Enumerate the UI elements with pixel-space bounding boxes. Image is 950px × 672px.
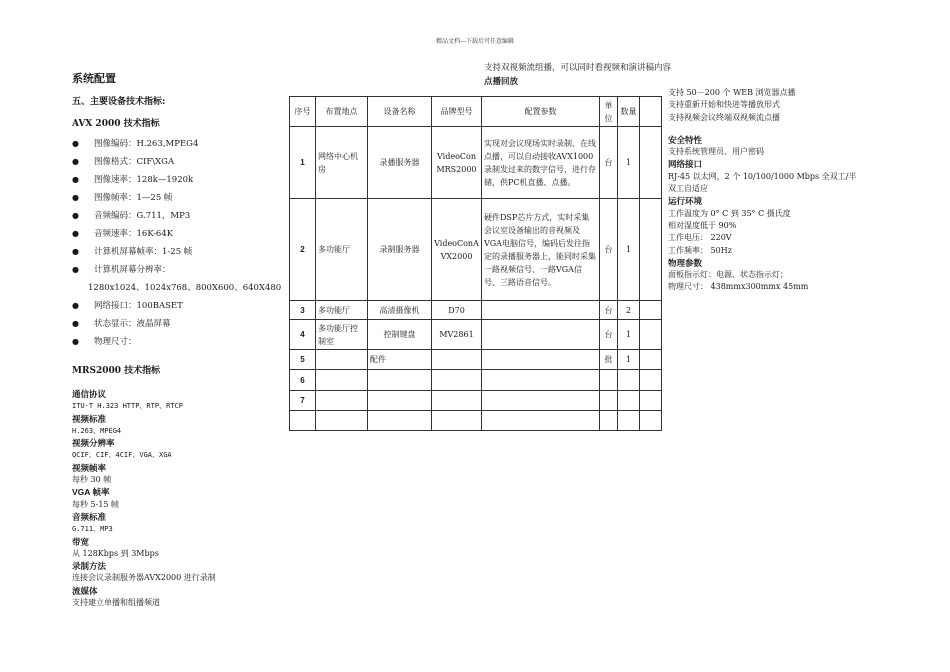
feature-line: 支持 50－200 个 WEB 浏览器点播 <box>668 88 796 97</box>
mrs-spec-value: H.263、MPEG4 <box>72 426 122 435</box>
cell <box>482 301 600 320</box>
playback-heading: 点播回放 <box>484 76 519 86</box>
physical-line: 物理尺寸： 438mmx300mmx 45mm <box>668 282 809 292</box>
col-header-qty: 数量 <box>618 97 640 127</box>
middle-intro <box>484 62 671 88</box>
avx-spec-list <box>72 135 287 351</box>
cell <box>640 301 662 320</box>
spec-item: ● 状态显示：液晶屏幕 <box>72 315 287 333</box>
cell: 2 <box>290 199 316 301</box>
cell: 批 <box>600 350 618 370</box>
col-header-location: 布置地点 <box>316 97 368 127</box>
cell <box>482 370 600 391</box>
spec-item: ● 图像帧率：1—25 帧 <box>72 189 287 207</box>
right-column <box>668 87 888 294</box>
cell: 7 <box>290 391 316 411</box>
feature-line: 支持视频会议终端双视频流点播 <box>668 112 780 122</box>
col-header-index: 序号 <box>290 97 316 127</box>
network-heading: 网络接口 <box>668 159 703 170</box>
cell: 1 <box>618 350 640 370</box>
cell <box>600 411 618 431</box>
cell: 录播服务器 <box>368 127 432 199</box>
cell: 实现对会议现场实时录制、在线点播，可以自动接收AVX1000 录制发过来的数字信号，进行存储，供PC机直播、点播。 <box>482 127 600 199</box>
mrs-spec-heading: VGA 帧率 <box>72 487 110 498</box>
cell <box>482 350 600 370</box>
cell <box>482 320 600 350</box>
cell <box>316 391 368 411</box>
spec-item-continuation: 1280x1024、1024x768、800X600、640X480 <box>88 283 282 293</box>
cell <box>640 411 662 431</box>
col-header-extra <box>640 97 662 127</box>
cell: MV2861 <box>432 320 482 350</box>
col-header-device: 设备名称 <box>368 97 432 127</box>
system-config-title: 系统配置 <box>72 73 116 85</box>
cell: 多功能厅 <box>316 199 368 301</box>
cell: VideoConMRS2000 <box>432 127 482 199</box>
col-header-params: 配置参数 <box>482 97 600 127</box>
cell: 多功能厅控制室 <box>316 320 368 350</box>
spec-item: ● 物理尺寸： <box>72 333 287 351</box>
cell: 1 <box>618 127 640 199</box>
mrs-spec-value: QCIF、CIF、4CIF、VGA、XGA <box>72 451 172 460</box>
cell <box>600 391 618 411</box>
cell: 硬件DSP芯片方式，实时采集会议室设备输出的音视频及VGA电脑信号，编码后发往指定的录播服务器上，能同时采集一路视频信号、一路VGA信号、三路语音信号。 <box>482 199 600 301</box>
cell <box>640 391 662 411</box>
left-column <box>72 70 287 351</box>
cell <box>600 370 618 391</box>
equipment-config-table <box>289 96 662 431</box>
cell <box>432 370 482 391</box>
cell: 1 <box>618 199 640 301</box>
cell: 6 <box>290 370 316 391</box>
table-row <box>290 411 662 431</box>
cell: 2 <box>618 301 640 320</box>
mrs-spec-value: 支持建立单播和组播频道 <box>72 598 160 608</box>
mrs-spec-value: G.711、MP3 <box>72 525 113 534</box>
cell: 控制键盘 <box>368 320 432 350</box>
cell <box>316 350 368 370</box>
table-row <box>290 199 662 301</box>
cell <box>482 391 600 411</box>
mrs-spec-value: ITU-T H.323 HTTP、RTP、RTCP <box>72 402 183 411</box>
network-line: RJ-45 以太网，2 个 10/100/1000 Mbps 全双工/半 <box>668 171 857 181</box>
environment-line: 相对湿度低于 90% <box>668 220 737 230</box>
mrs-spec-value: 连接会议录制服务器AVX2000 进行录制 <box>72 573 216 583</box>
table-row <box>290 391 662 411</box>
cell <box>432 391 482 411</box>
spec-item: ● 音频编码：G.711，MP3 <box>72 207 287 225</box>
cell: 3 <box>290 301 316 320</box>
avx-spec-title: AVX 2000 技术指标 <box>72 119 160 129</box>
mrs-spec-heading: 流媒体 <box>72 585 98 596</box>
cell <box>316 370 368 391</box>
cell <box>482 411 600 431</box>
cell: 1 <box>290 127 316 199</box>
mrs-spec-heading: 视频分辨率 <box>72 438 115 449</box>
cell: 高清摄像机 <box>368 301 432 320</box>
cell <box>316 411 368 431</box>
cell: 台 <box>600 320 618 350</box>
spec-item: ● 图像速率：128k—1920k <box>72 171 287 189</box>
mrs-spec-value: 从 128Kbps 到 3Mbps <box>72 548 159 558</box>
security-line: 支持系统管理员、用户密码 <box>668 147 764 157</box>
mrs-spec-heading: 通信协议 <box>72 389 107 399</box>
cell <box>618 370 640 391</box>
cell <box>432 350 482 370</box>
feature-line: 支持重新开始和快进等播放形式 <box>668 100 780 110</box>
cell <box>368 411 432 431</box>
mrs-spec-heading: 带宽 <box>72 536 90 547</box>
cell <box>640 127 662 199</box>
environment-heading: 运行环境 <box>668 196 703 207</box>
cell: 台 <box>600 301 618 320</box>
environment-line: 工作电压： 220V <box>668 233 732 243</box>
mrs-spec-heading: 录制方法 <box>72 561 107 572</box>
cell: VideoConAVX2000 <box>432 199 482 301</box>
table-row <box>290 301 662 320</box>
cell: 台 <box>600 199 618 301</box>
cell: 台 <box>600 127 618 199</box>
table-row <box>290 127 662 199</box>
spec-item: ● 音频速率：16K-64K <box>72 225 287 243</box>
cell <box>640 199 662 301</box>
table-row <box>290 320 662 350</box>
table-row <box>290 370 662 391</box>
mrs-spec-title: MRS2000 技术指标 <box>72 366 161 376</box>
mrs-spec-value: 每秒 30 帧 <box>72 475 112 485</box>
cell <box>640 350 662 370</box>
spec-item: ● 网络接口：100BASET <box>72 297 287 315</box>
spec-item: ● 图像编码：H.263,MPEG4 <box>72 135 287 153</box>
cell: 配件 <box>368 350 432 370</box>
environment-line: 工作温度为 0° C 到 35° C 摄氏度 <box>668 208 791 218</box>
col-header-model: 品牌型号 <box>432 97 482 127</box>
network-line: 双工自适应 <box>668 184 708 194</box>
cell: 网络中心机房 <box>316 127 368 199</box>
spec-item: ● 计算机屏幕分辨率： <box>72 261 287 279</box>
mrs-spec-heading: 视频标准 <box>72 413 107 424</box>
environment-line: 工作频率： 50Hz <box>668 245 732 255</box>
cell <box>432 411 482 431</box>
cell <box>640 370 662 391</box>
mrs-spec-heading: 音频标准 <box>72 511 107 522</box>
section-heading: 五、主要设备技术指标: <box>72 97 166 107</box>
multicast-note: 支持双视频流组播，可以同时看视频和演讲稿内容 <box>484 63 672 73</box>
security-heading: 安全特性 <box>668 134 703 145</box>
physical-line: 面板指示灯：电源、状态指示灯； <box>668 270 788 280</box>
cell <box>618 411 640 431</box>
mrs-spec-block <box>72 363 287 609</box>
mrs-spec-heading: 视频帧率 <box>72 462 107 473</box>
cell <box>368 391 432 411</box>
cell <box>290 411 316 431</box>
cell: D70 <box>432 301 482 320</box>
spec-item: ● 计算机屏幕帧率：1-25 帧 <box>72 243 287 261</box>
spec-item: ● 图像格式：CIF\XGA <box>72 153 287 171</box>
cell <box>618 391 640 411</box>
cell <box>640 320 662 350</box>
page-header: 精品文档---下载后可任意编辑 <box>435 38 515 45</box>
col-header-unit: 单位 <box>600 97 618 127</box>
cell: 1 <box>618 320 640 350</box>
cell: 录制服务器 <box>368 199 432 301</box>
cell <box>368 370 432 391</box>
cell: 5 <box>290 350 316 370</box>
physical-heading: 物理参数 <box>668 257 703 268</box>
table-row <box>290 350 662 370</box>
cell: 多功能厅 <box>316 301 368 320</box>
table-header-row <box>290 97 662 127</box>
mrs-spec-value: 每秒 5-15 帧 <box>72 499 120 509</box>
cell: 4 <box>290 320 316 350</box>
